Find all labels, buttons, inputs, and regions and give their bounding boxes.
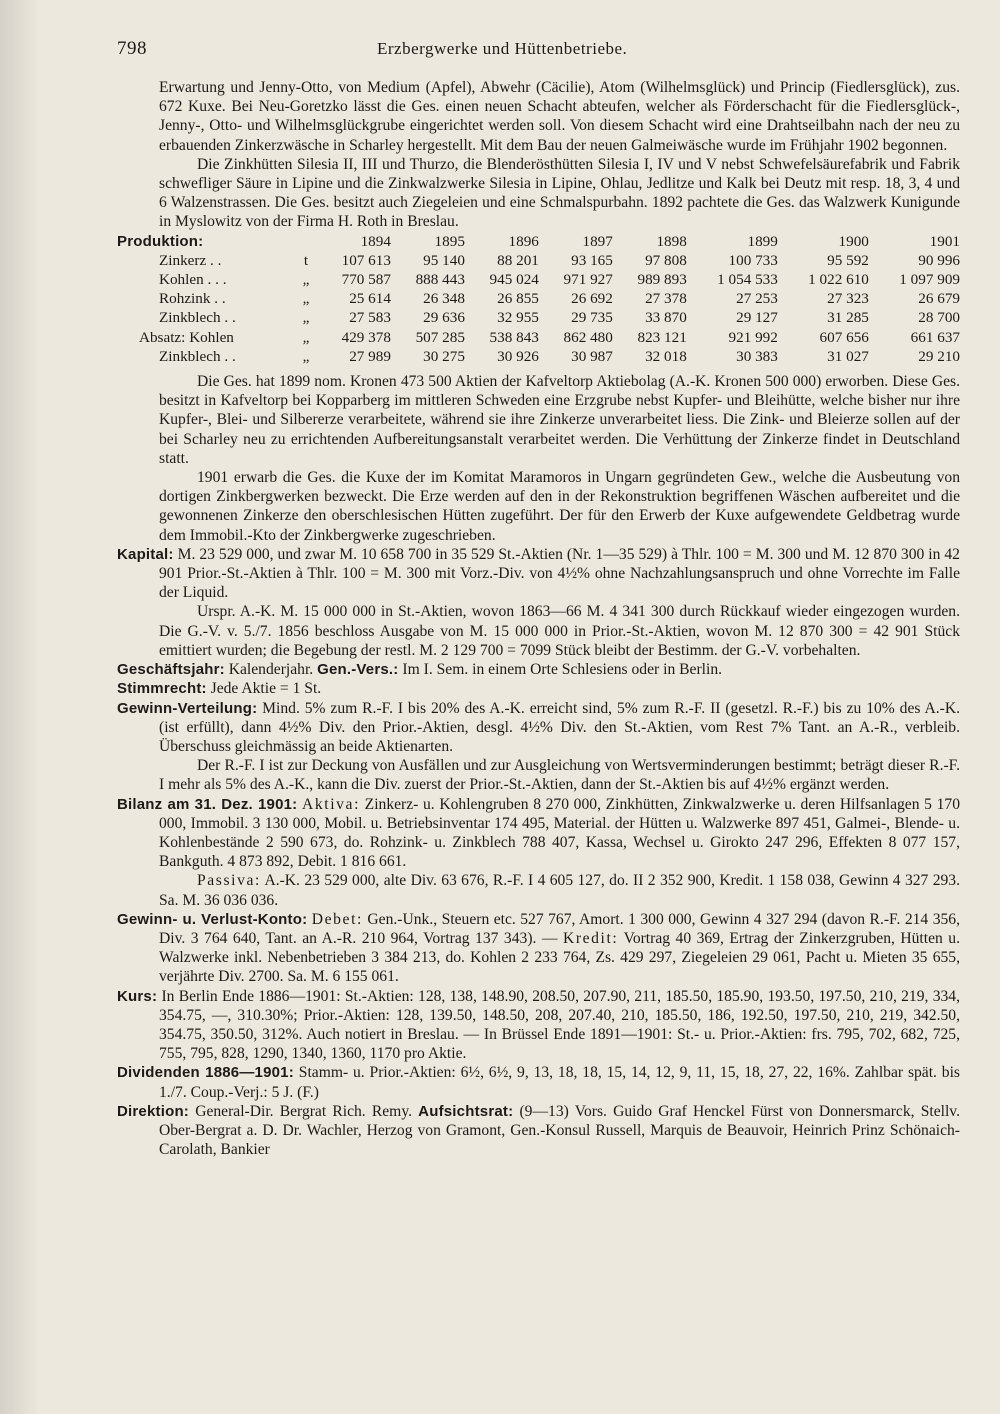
aufsichtsrat-label: Aufsichtsrat: — [418, 1102, 514, 1120]
reservefonds-paragraph: Der R.-F. I ist zur Deckung von Ausfällen und zur Ausgleichung von Wertsverminderungen bestimmt; beträgt dieser R.-F. I mehr als 5% des A.-K., kann die Div. zuerst der Prior.-St.-Aktien, dann der St.-Aktien bis auf 4½% ergänzt werden. — [159, 757, 960, 794]
row-label: Zinkerz . . — [159, 251, 222, 269]
aktiva-label: Aktiva: — [302, 795, 361, 813]
table-row — [117, 251, 960, 270]
row-unit: „ — [302, 290, 310, 308]
table-cell: 989 893 — [637, 271, 687, 289]
row-label: Absatz: Kohlen — [139, 328, 234, 346]
table-cell: 97 808 — [645, 251, 687, 269]
year-header: 1897 — [582, 232, 613, 250]
table-cell: 661 637 — [910, 328, 960, 346]
table-cell: 507 285 — [415, 328, 465, 346]
production-table — [117, 232, 960, 366]
kredit-label: Kredit: — [562, 929, 619, 947]
table-cell: 90 996 — [918, 251, 960, 269]
year-header: 1894 — [360, 232, 391, 250]
passiva-text: A.-K. 23 529 000, alte Div. 63 676, R.-F. I 4 605 127, do. II 2 352 900, Kredit. 1 158 038, Gewinn 4 327 293. Sa. M. 36 036 036. — [159, 872, 960, 909]
table-cell: 25 614 — [349, 290, 391, 308]
gen-vers-text: Im I. Sem. in einem Orte Schlesiens oder in Berlin. — [402, 661, 723, 679]
kapital-label: Kapital: — [117, 545, 174, 563]
passiva-paragraph — [117, 871, 960, 909]
direktion-label: Direktion: — [117, 1102, 190, 1120]
kafveltorp-paragraph: Die Ges. hat 1899 nom. Kronen 473 500 Aktien der Kafveltorp Aktiebolag (A.-K. Kronen 500 000) erworben. Diese Ges. besitzt in Kafveltorp bei Kopparberg im mittleren Schweden eine Erzgrube nebst Kupfer- und Bleihütte, welche bisher nur ihre Kupfer-, Blei- und Silbererze verarbeitete, während sie ihre Zinkerze unverarbeitet liess. Die Zink- und Bleierze sollen auf der bei Scharley neu zu errichtenden Aufbereitungsanstalt verarbeitet werden. Die Verhüttung der Zinkerze findet in Deutschland statt. — [159, 373, 960, 467]
row-unit: „ — [302, 347, 310, 365]
table-cell: 27 378 — [645, 290, 687, 308]
bilanz-section — [117, 795, 960, 872]
table-row — [117, 347, 960, 366]
year-header: 1901 — [929, 232, 960, 250]
row-label: Kohlen . . . — [159, 271, 227, 289]
year-header: 1895 — [434, 232, 465, 250]
table-cell: 1 022 610 — [808, 271, 869, 289]
table-cell: 29 127 — [736, 309, 778, 327]
gen-vers-label: Gen.-Vers.: — [317, 661, 399, 679]
table-cell: 33 870 — [645, 309, 687, 327]
body-text — [117, 78, 960, 1159]
table-cell: 30 926 — [497, 347, 539, 365]
table-cell: 29 735 — [571, 309, 613, 327]
year-header: 1896 — [508, 232, 539, 250]
table-cell: 26 348 — [423, 290, 465, 308]
table-cell: 93 165 — [571, 251, 613, 269]
table-cell: 26 855 — [497, 290, 539, 308]
table-row — [117, 289, 960, 308]
row-label: Zinkblech . . — [159, 309, 236, 327]
table-cell: 30 383 — [736, 347, 778, 365]
kapital-ursprung: Urspr. A.-K. M. 15 000 000 in St.-Aktien, wovon 1863—66 M. 4 341 300 durch Rückkauf wieder eingezogen wurden. Die G.-V. v. 5./7. 1856 beschloss Ausgabe von M. 15 000 000 in Prior.-St.-Aktien, wovon M. 12 870 300 = 42 901 Stück emittiert wurden; die Begebung der restl. M. 2 129 700 = 7099 Stück bleibt der Bestimm. der G.-V. vorbehalten. — [159, 603, 960, 659]
row-label: Rohzink . . — [159, 290, 226, 308]
table-cell: 100 733 — [728, 251, 778, 269]
page-header — [117, 38, 960, 78]
table-cell: 1 097 909 — [899, 271, 960, 289]
intro-paragraph-1: Erwartung und Jenny-Otto, von Medium (Apfel), Abwehr (Cäcilie), Atom (Wilhelmsglück) und Princip (Fiedlersglück), zus. 672 Kuxe. Bei Neu-Goretzko lässt die Ges. einen neuen Schacht abteufen, welcher als Förderschacht für die Fiedlersglück-, Jenny-, Otto- und Wilhelmsglückgrube eingerichtet werden soll. Von diesem Schacht wird eine Drahtseilbahn nach der neu zu erbauenden Zinkerzwäsche in Scharley hergestellt. Mit dem Bau der neuen Galmeiwäsche wurde im Frühjahr 1902 begonnen. — [159, 79, 960, 154]
table-cell: 95 140 — [423, 251, 465, 269]
dividenden-label: Dividenden 1886—1901: — [117, 1064, 294, 1082]
aktiva-text: Zinkerz- u. Kohlengruben 8 270 000, Zinkhütten, Zinkwalzwerke u. deren Hilfsanlagen 5 170 000, Immobil. 3 130 000, Mobil. u. Betriebsinventar 174 495, Material. der Hütten u. Walzwerke 897 451, Galmei-, Blende- u. Kohlenbestände 2 590 673, do. Rohzink- u. Zinkblech 788 407, Kassa, Wechsel u. Girokto 247 296, Effekten 8 077 157, Bankguth. 4 873 892, Debit. 1 816 661. — [159, 795, 960, 871]
gewinn-konto-section — [117, 910, 960, 987]
table-cell: 27 989 — [349, 347, 391, 365]
passiva-label: Passiva: — [197, 872, 261, 890]
table-cell: 888 443 — [415, 271, 465, 289]
row-unit: „ — [302, 328, 310, 346]
table-row — [117, 270, 960, 289]
year-header: 1898 — [656, 232, 687, 250]
table-cell: 538 843 — [489, 328, 539, 346]
table-cell: 32 955 — [497, 309, 539, 327]
table-cell: 29 210 — [918, 347, 960, 365]
table-cell: 27 583 — [349, 309, 391, 327]
direktion-text: General-Dir. Bergrat Rich. Remy. — [195, 1102, 412, 1120]
row-unit: t — [303, 251, 309, 269]
table-row — [117, 308, 960, 327]
table-cell: 945 024 — [489, 271, 539, 289]
table-cell: 30 275 — [423, 347, 465, 365]
intro-paragraph-2: Die Zinkhütten Silesia II, III und Thurzo, die Blenderösthütten Silesia I, IV und V nebst Schwefelsäurefabrik und Fabrik schwefliger Säure in Lipine und die Zinkwalzwerke Silesia in Lipine, Ohlau, Jedlitze und Kalk bei Deutz mit resp. 18, 3, 4 und 6 Walzenstrassen. Die Ges. besitzt auch Ziegeleien und eine Schmalspurbahn. 1892 pachtete die Ges. das Walzwerk Kunigunde in Myslowitz von der Firma H. Roth in Breslau. — [159, 155, 960, 231]
table-cell: 1 054 533 — [717, 271, 778, 289]
geschaeftsjahr-label: Geschäftsjahr: — [117, 661, 225, 679]
table-row — [117, 328, 960, 347]
kapital-section — [117, 545, 960, 603]
stimmrecht-section — [117, 679, 960, 698]
kurs-label: Kurs: — [117, 987, 158, 1005]
geschaeftsjahr-section — [117, 660, 960, 679]
dividenden-section — [117, 1063, 960, 1101]
table-cell: 107 613 — [341, 251, 391, 269]
table-cell: 31 285 — [827, 309, 869, 327]
table-cell: 88 201 — [497, 251, 539, 269]
kredit-text: Vortrag 40 369, Ertrag der Zinkerzgruben, Hütten u. Walzwerke inkl. Nebenbetrieben 3 384 213, do. Kohlen 2 233 764, Zs. 429 297, Ziegeleien 29 061, Pacht u. Mieten 35 655, verjährte Div. 2700. Sa. M. 6 155 061. — [159, 929, 960, 986]
dividenden-text: Stamm- u. Prior.-Aktien: 6½, 6½, 9, 13, 18, 18, 15, 14, 12, 9, 11, 15, 18, 27, 22, 16%. Zahlbar spät. bis 1./7. Coup.-Verj.: 5 J. (F.) — [159, 1064, 961, 1101]
year-header: 1899 — [747, 232, 778, 250]
kurs-text: In Berlin Ende 1886—1901: St.-Aktien: 128, 138, 148.90, 208.50, 207.90, 211, 185.50, 185.90, 193.50, 197.50, 210, 219, 334, 354.75, —, 310.30%; Prior.-Aktien: 128, 139.50, 148.50, 208, 207.40, 210, 185.50, 186, 192.50, 197.50, 210, 219, 342.50, 354.75, 350.50, 312%. Auch notiert in Breslau. — In Brüssel Ende 1891—1901: St.- u. Prior.-Aktien: frs. 795, 702, 682, 725, 755, 795, 828, 1290, 1340, 1360, 1170 pro Aktie. — [159, 987, 960, 1063]
gewinn-verteilung-label: Gewinn-Verteilung: — [117, 699, 258, 717]
running-title: Erzbergwerke und Hüttenbetriebe. — [377, 39, 628, 58]
table-cell: 921 992 — [728, 328, 778, 346]
direktion-section — [117, 1102, 960, 1160]
gewinn-verteilung-text: Mind. 5% zum R.-F. I bis 20% des A.-K. erreicht sind, 5% zum R.-F. II (gesetzl. R.-F.) bis zu 10% des A.-K. (ist erfüllt), dann 4½% Div. den Prior.-Aktien, desgl. 4½% Div. den St.-Aktien, vom Rest 7% Tant. an A.-R., verbleib. Überschuss gleichmässig an beide Aktienarten. — [159, 699, 960, 755]
table-cell: 823 121 — [637, 328, 687, 346]
table-cell: 862 480 — [563, 328, 613, 346]
stimmrecht-label: Stimmrecht: — [117, 680, 207, 698]
kurs-section — [117, 987, 960, 1064]
table-cell: 770 587 — [341, 271, 391, 289]
stimmrecht-text: Jede Aktie = 1 St. — [210, 680, 322, 698]
page-edge-shadow — [0, 0, 40, 1414]
row-unit: „ — [302, 271, 310, 289]
aufsichtsrat-text: (9—13) Vors. Guido Graf Henckel Fürst von Donnersmarck, Stellv. Ober-Bergrat a. D. Dr. Wachler, Herzog von Gramont, Gen.-Konsul Russell, Marquis de Beauvoir, Heinrich Prinz Schönaich-Carolath, Bankier — [159, 1102, 960, 1159]
table-cell: 26 692 — [571, 290, 613, 308]
table-cell: 32 018 — [645, 347, 687, 365]
table-cell: 26 679 — [918, 290, 960, 308]
table-cell: 971 927 — [563, 271, 613, 289]
production-header-row — [117, 232, 960, 251]
bilanz-label: Bilanz am 31. Dez. 1901: — [117, 795, 298, 813]
gewinn-verteilung-section — [117, 699, 960, 757]
table-cell: 607 656 — [819, 328, 869, 346]
maramoros-paragraph: 1901 erwarb die Ges. die Kuxe der im Komitat Maramoros in Ungarn gegründeten Gew., welche die Ausbeutung von dortigen Zinkbergwerken bezweckt. Die Erze werden auf den in der Rekonstruktion begriffenen Wäschen aufbereitet und die gewonnenen Zinkerze den oberschlesischen Hütten zugeführt. Der für den Erwerb der Kuxe aufgewendete Geldbetrag wurde dem Immobil.-Kto der Zinkbergwerke zugeschrieben. — [159, 469, 960, 544]
debet-text: Gen.-Unk., Steuern etc. 527 767, Amort. 1 300 000, Gewinn 4 327 294 (davon R.-F. 214 356, Div. 3 764 640, Tant. an A.-R. 210 964, Vortrag 137 343). — — [159, 910, 960, 947]
table-cell: 31 027 — [827, 347, 869, 365]
unit-header — [295, 232, 317, 251]
production-label: Produktion: — [117, 232, 204, 250]
page-number: 798 — [117, 38, 147, 59]
table-cell: 27 323 — [827, 290, 869, 308]
row-unit: „ — [302, 309, 310, 327]
row-label: Zinkblech . . — [159, 347, 236, 365]
kapital-text: M. 23 529 000, und zwar M. 10 658 700 in 35 529 St.-Aktien (Nr. 1—35 529) à Thlr. 100 = M. 300 und M. 12 870 300 in 42 901 Prior.-St.-Aktien à Thlr. 100 = M. 300 mit Vorz.-Div. von 4½% ohne Nachzahlungsanspruch und ohne Vorrechte im Falle der Liquid. — [159, 545, 960, 602]
table-cell: 29 636 — [423, 309, 465, 327]
year-header: 1900 — [838, 232, 869, 250]
table-cell: 429 378 — [341, 328, 391, 346]
debet-label: Debet: — [311, 910, 363, 928]
table-cell: 27 253 — [736, 290, 778, 308]
gewinn-konto-label: Gewinn- u. Verlust-Konto: — [117, 910, 308, 928]
table-cell: 95 592 — [827, 251, 869, 269]
table-cell: 28 700 — [918, 309, 960, 327]
table-cell: 30 987 — [571, 347, 613, 365]
geschaeftsjahr-text: Kalenderjahr. — [228, 661, 314, 679]
